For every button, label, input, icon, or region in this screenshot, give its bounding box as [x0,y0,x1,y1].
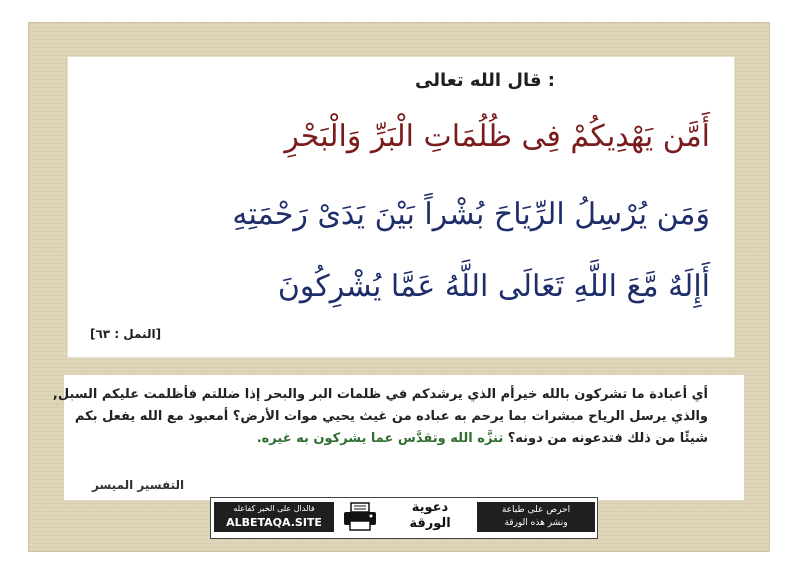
tafsir-line-3-b: تنزَّه الله وتقدَّس عما يشركون به غيره. [256,431,504,446]
verse-line-1: أَمَّن يَهْدِيكُمْ فِى ظُلُمَاتِ الْبَرِّ وَالْبَحْرِ [284,119,710,154]
tafsir-source: التفسير الميسر [92,478,185,492]
print-note-box [474,502,595,532]
print-note-line-2: ونشر هذه الورقة [504,518,568,528]
dawah-card-logo [388,500,472,534]
verse-line-3: أَإِلَهٌ مَّعَ اللَّهِ تَعَالَى اللَّهُ عَمَّا يُشْرِكُونَ [277,269,710,304]
intro-heading: قال الله تعالى : [414,70,555,91]
site-tagline: فالدال على الخير كفاعله [233,504,315,513]
verse-line-2: وَمَن يُرْسِلُ الرِّيَاحَ بُشْراً بَيْنَ يَدَىْ رَحْمَتِهِ [232,197,710,232]
printer-icon [342,502,378,532]
site-url[interactable]: ALBETAQA.SITE [226,516,322,529]
tafsir-line-3-a: شيئًا من ذلك فتدعونه من دونه؟ [503,431,708,446]
tafsir-line-1: أي أعبادة ما تشركون بالله خيرأم الذي يرشدكم في ظلمات البر والبحر إذا ضللتم فأظلمت عليكم السبل, [52,387,708,402]
tafsir-line-3 [98,428,708,450]
surah-reference: [النمل : ٦٣] [90,327,162,341]
tafsir-line-2: والذي يرسل الرياح مبشرات بما يرحم به عباده من غيث يحيي موات الأرض؟ أمعبود مع الله يفعل بكم [74,409,708,424]
logo-line-1: دعوية [411,500,449,515]
tafsir-text [52,384,708,450]
print-note-line-1: احرص على طباعة [501,505,571,515]
site-link[interactable] [214,502,334,532]
logo-line-2: الورقة [409,516,451,531]
